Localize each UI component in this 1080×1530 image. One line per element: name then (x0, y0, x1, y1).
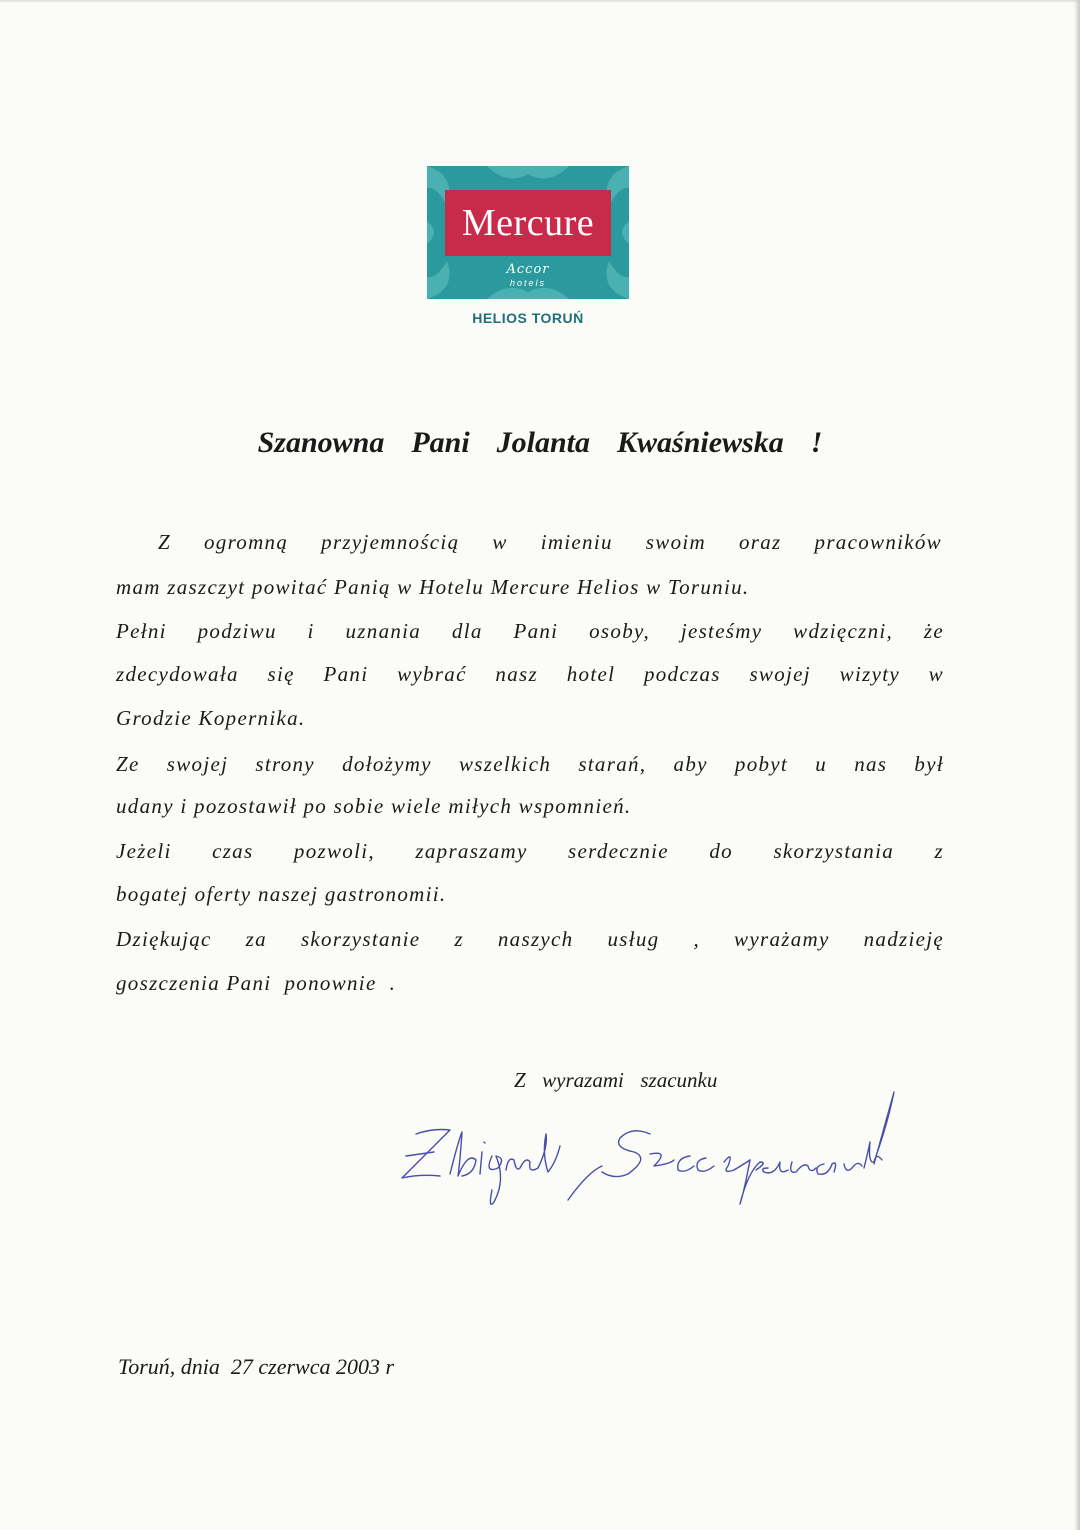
letter-line: goszczenia Pani ponownie . (116, 971, 397, 995)
logo-group-name: Accor (506, 262, 550, 277)
letter-date: Toruń, dnia 27 czerwca 2003 r (118, 1354, 395, 1379)
mercure-logo (427, 166, 629, 299)
letter-closing: Z wyrazami szacunku (514, 1068, 718, 1092)
letter-line: udany i pozostawił po sobie wiele miłych wspomnień. (116, 794, 632, 818)
logo-brand-name: Mercure (461, 202, 595, 244)
logo-brand-panel (445, 190, 611, 256)
logo-group-sub: hotels (509, 278, 547, 288)
letter-greeting: Szanowna Pani Jolanta Kwaśniewska ! (257, 426, 823, 459)
letter-line: Grodzie Kopernika. (116, 706, 306, 730)
letter-line: mam zaszczyt powitać Panią w Hotelu Mercure Helios w Toruniu. (116, 575, 750, 599)
letter-line: bogatej oferty naszej gastronomii. (116, 882, 447, 906)
hotel-location-title: HELIOS TORUŃ (472, 310, 584, 326)
letter-line: Jeżeli czas pozwoli, zapraszamy serdecznie do skorzystania z (116, 839, 944, 863)
page-edge-shadow (1074, 0, 1080, 1530)
letter-line: zdecydowała się Pani wybrać nasz hotel podczas swojej wizyty w (116, 662, 944, 686)
letter-line: Dziękując za skorzystanie z naszych usług , wyrażamy nadzieję (116, 927, 944, 951)
letter-line: Z ogromną przyjemnością w imieniu swoim oraz pracowników (158, 530, 942, 554)
letter-line: Pełni podziwu i uznania dla Pani osoby, jesteśmy wdzięczni, że (116, 619, 944, 643)
handwritten-signature (388, 1082, 898, 1212)
page-edge (0, 0, 1080, 3)
letter-line: Ze swojej strony dołożymy wszelkich starań, aby pobyt u nas był (116, 752, 944, 776)
